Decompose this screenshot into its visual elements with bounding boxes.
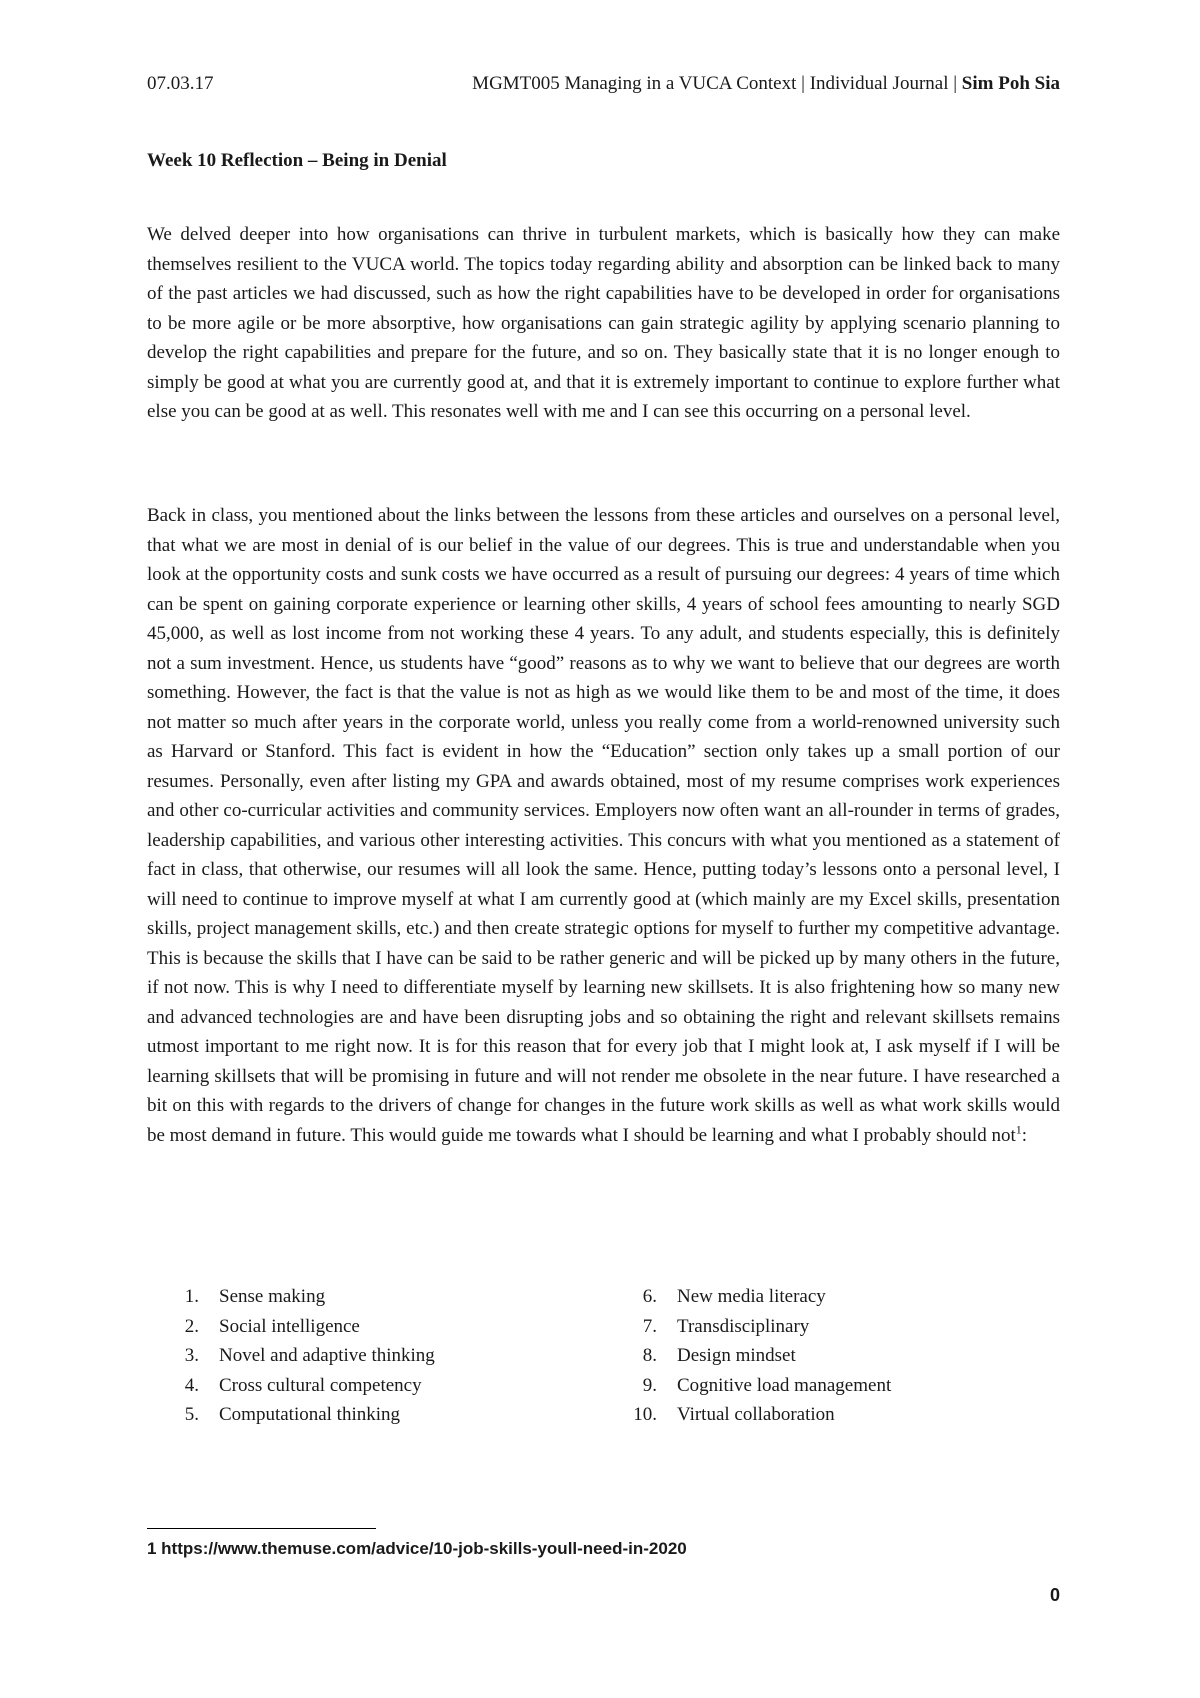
- list-label: New media literacy: [677, 1286, 826, 1307]
- reflection-title: Week 10 Reflection – Being in Denial: [147, 150, 447, 171]
- list-item: [605, 1341, 891, 1371]
- paragraph-2: [147, 501, 1060, 1150]
- page-header: [147, 70, 1060, 98]
- list-number: 7.: [642, 1315, 657, 1337]
- list-number: 8.: [642, 1345, 657, 1366]
- list-number: 5.: [184, 1404, 199, 1425]
- paragraph-2-text: Back in class, you mentioned about the links between the lessons from these articles and ourselves on a personal level, that what we are most in denial of is our belief in the value of our degrees. This is true and understandable when you look at the opportunity costs and sunk costs we have occurred as a result of pursuing our degrees: 4 years of time which can be spent on gaining corporate experience or learning other skills, 4 years of school fees amounting to nearly SGD 45,000, as well as lost income from not working these 4 years. To any adult, and students especially, this is definitely not a sum investment. Hence, us students have “good” reasons as to why we want to believe that our degrees are worth something. However, the fact is that the value is not as high as we would like them to be and most of the time, it does not matter so much after years in the corporate world, unless you really come from a world-renowned university such as Harvard or Stanford. This fact is evident in how the “Education” section only takes up a small portion of our resumes. Personally, even after listing my GPA and awards obtained, most of my resume comprises work experiences and other co-curricular activities and community services. Employers now often want an all-rounder in terms of grades, leadership capabilities, and various other interesting activities. This concurs with what you mentioned as a statement of fact in class, that otherwise, our resumes will all look the same. Hence, putting today’s lessons onto a personal level, I will need to continue to improve myself at what I am currently good at (which mainly are my Excel skills, presentation skills, project management skills, etc.) and then create strategic options for myself to further my competitive advantage. This is because the skills that I have can be said to be rather generic and will be picked up by many others in the future, if not now. This is why I need to differentiate myself by learning new skillsets. It is also frightening how so many new and advanced technologies are and have been disrupting jobs and so obtaining the right and relevant skillsets remains utmost important to me right now. It is for this reason that for every job that I might look at, I ask myself if I will be learning skillsets that will be promising in future and will not render me obsolete in the near future. I have researched a bit on this with regards to the drivers of change for changes in the future work skills as well as what work skills would be most demand in future. This would guide me towards what I should be learning and what I probably should not: [147, 505, 1060, 1146]
- list-label: Transdisciplinary: [677, 1315, 810, 1337]
- page-number: 0: [1049, 1585, 1060, 1605]
- paragraph-1: We delved deeper into how organisations can thrive in turbulent markets, which is basically how they can make themselves resilient to the VUCA world. The topics today regarding ability and absorption can be linked back to many of the past articles we had discussed, such as how the right capabilities have to be developed in order for organisations to be more agile or be more absorptive, how organisations can gain strategic agility by applying scenario planning to develop the right capabilities and prepare for the future, and so on. They basically state that it is no longer enough to simply be good at what you are currently good at, and that it is extremely important to continue to explore further what else you can be good at as well. This resonates well with me and I can see this occurring on a personal level.: [147, 224, 1060, 422]
- list-label: Cognitive load management: [677, 1374, 892, 1396]
- list-label: Virtual collaboration: [677, 1404, 835, 1425]
- list-item: [605, 1371, 891, 1401]
- list-number: 4.: [184, 1374, 199, 1396]
- list-item: [147, 1282, 435, 1312]
- list-item: [147, 1371, 435, 1401]
- list-number: 6.: [642, 1286, 657, 1307]
- list-number: 3.: [184, 1345, 199, 1366]
- list-label: Sense making: [219, 1286, 326, 1307]
- list-label: Social intelligence: [219, 1315, 360, 1337]
- list-number: 2.: [184, 1315, 199, 1337]
- header-course: [472, 70, 1060, 98]
- list-item: [147, 1341, 435, 1371]
- paragraph-2-end: :: [1021, 1124, 1028, 1146]
- list-number: 10.: [633, 1404, 657, 1425]
- list-number: 9.: [642, 1374, 657, 1396]
- skills-list-left: [147, 1282, 435, 1430]
- footnote-reference[interactable]: 1: [1015, 1122, 1022, 1137]
- header-date: 07.03.17: [147, 73, 214, 94]
- list-number: 1.: [184, 1286, 199, 1307]
- footnote-text[interactable]: 1 https://www.themuse.com/advice/10-job-skills-youll-need-in-2020: [147, 1539, 687, 1558]
- header-author: Sim Poh Sia: [961, 73, 1060, 94]
- list-label: Novel and adaptive thinking: [219, 1345, 435, 1366]
- list-item: [605, 1400, 891, 1430]
- list-item: [147, 1400, 435, 1430]
- list-item: [147, 1312, 435, 1342]
- header-course-title: MGMT005 Managing in a VUCA Context | Individual Journal |: [472, 73, 962, 94]
- list-item: [605, 1282, 891, 1312]
- skills-list-right: [605, 1282, 891, 1430]
- footnote-separator: [147, 1528, 376, 1529]
- list-label: Computational thinking: [219, 1404, 401, 1425]
- list-label: Design mindset: [677, 1345, 796, 1366]
- list-item: [605, 1312, 891, 1342]
- list-label: Cross cultural competency: [219, 1374, 422, 1396]
